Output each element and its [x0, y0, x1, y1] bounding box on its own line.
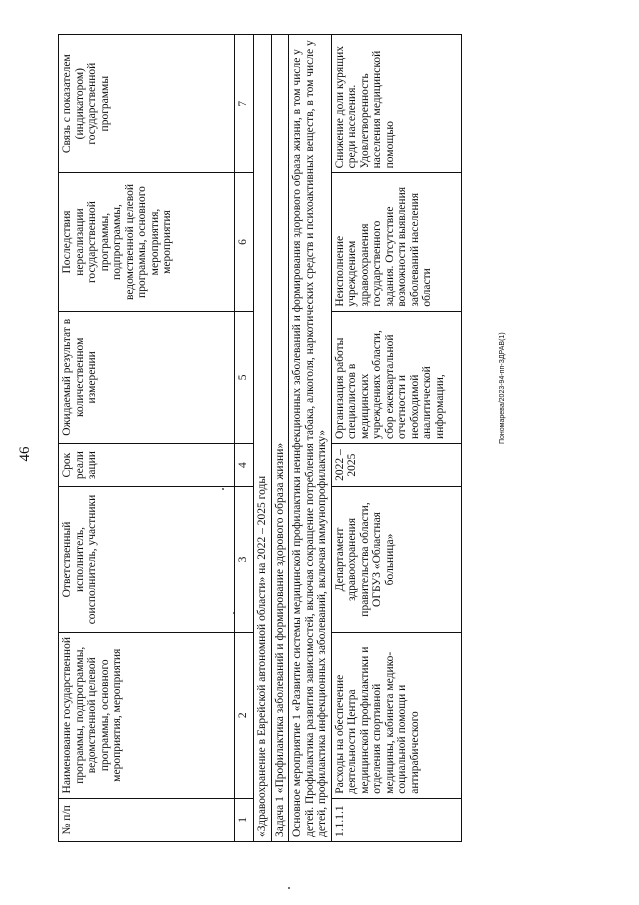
- header-cell: Последствия нереализации государственной программы, подпрограммы, ведомственной целевой программы, основного мероприятия, мероприятия: [59, 173, 235, 311]
- program-title-row: [254, 35, 272, 842]
- column-number: 1: [235, 798, 254, 841]
- task-title: Задача 1 «Профилактика заболеваний и формирование здорового образа жизни»: [271, 35, 289, 842]
- header-cell: Наименование государственной программы, подпрограммы, ведомственной целевой программы, основного мероприятия, мероприятия: [59, 632, 235, 798]
- rotated-table-wrapper: [58, 34, 560, 842]
- page-number: 46: [17, 446, 33, 462]
- row-indicator: Снижение доли курящих среди населения. Удовлетворенность населения медицинской помощью: [331, 35, 461, 173]
- main-activity: Основное мероприятие 1 «Развитие системы медицинской профилактики неинфекционных заболеваний и формирования здорового образа жизни, в том числе у детей. Профилактика развития зависимостей, включая сокращение потребления табака, алкоголя, наркотических средств и психоактивных веществ, в том числе у детей, профилактика инфекционных заболеваний, включая иммунопрофилактику»: [289, 35, 332, 842]
- column-number: 2: [235, 632, 254, 798]
- column-number-row: [235, 35, 254, 842]
- table-row: [331, 35, 461, 842]
- program-title: «Здравоохранение в Еврейской автономной области» на 2022 – 2025 годы: [254, 35, 272, 842]
- column-number: 6: [235, 173, 254, 311]
- document-id: Пономарева/2023-94-пп-ЗДРАВ(1): [499, 332, 506, 444]
- task-title-row: [271, 35, 289, 842]
- header-cell: Срок реали зации: [59, 443, 235, 486]
- row-name: Расходы на обеспечение деятельности Центра медицинской профилактики и отделения спортивной медицины, кабинета медико-социальной помощи и антирабического: [331, 632, 461, 798]
- column-number: 3: [235, 487, 254, 633]
- header-cell: Ответственный исполнитель, соисполнитель, участники: [59, 487, 235, 633]
- column-number: 5: [235, 311, 254, 443]
- column-number: 4: [235, 443, 254, 486]
- row-executor: Департамент здравоохранения правительства области, ОГБУЗ «Областная больница»: [331, 487, 461, 633]
- header-cell: Ожидаемый результат в количественном измерении: [59, 311, 235, 443]
- row-result: Организация работы специалистов в медицинских учреждениях области, сбор ежеквартальной отчетности и необходимой аналитической информации,: [331, 311, 461, 443]
- column-number: 7: [235, 35, 254, 173]
- header-row: [59, 35, 235, 842]
- main-activity-row: [289, 35, 332, 842]
- program-table: [58, 34, 462, 842]
- row-number: 1.1.1.1: [331, 798, 461, 841]
- scan-speck: [288, 887, 290, 889]
- header-cell: Связь с показателем (индикатором) государственной программы: [59, 35, 235, 173]
- row-term: 2022 – 2025: [331, 443, 461, 486]
- row-consequences: Неисполнение учреждением здравоохранения государственного задания. Отсутствие возможности выявления заболеваний населения области: [331, 173, 461, 311]
- header-cell: № п/п: [59, 798, 235, 841]
